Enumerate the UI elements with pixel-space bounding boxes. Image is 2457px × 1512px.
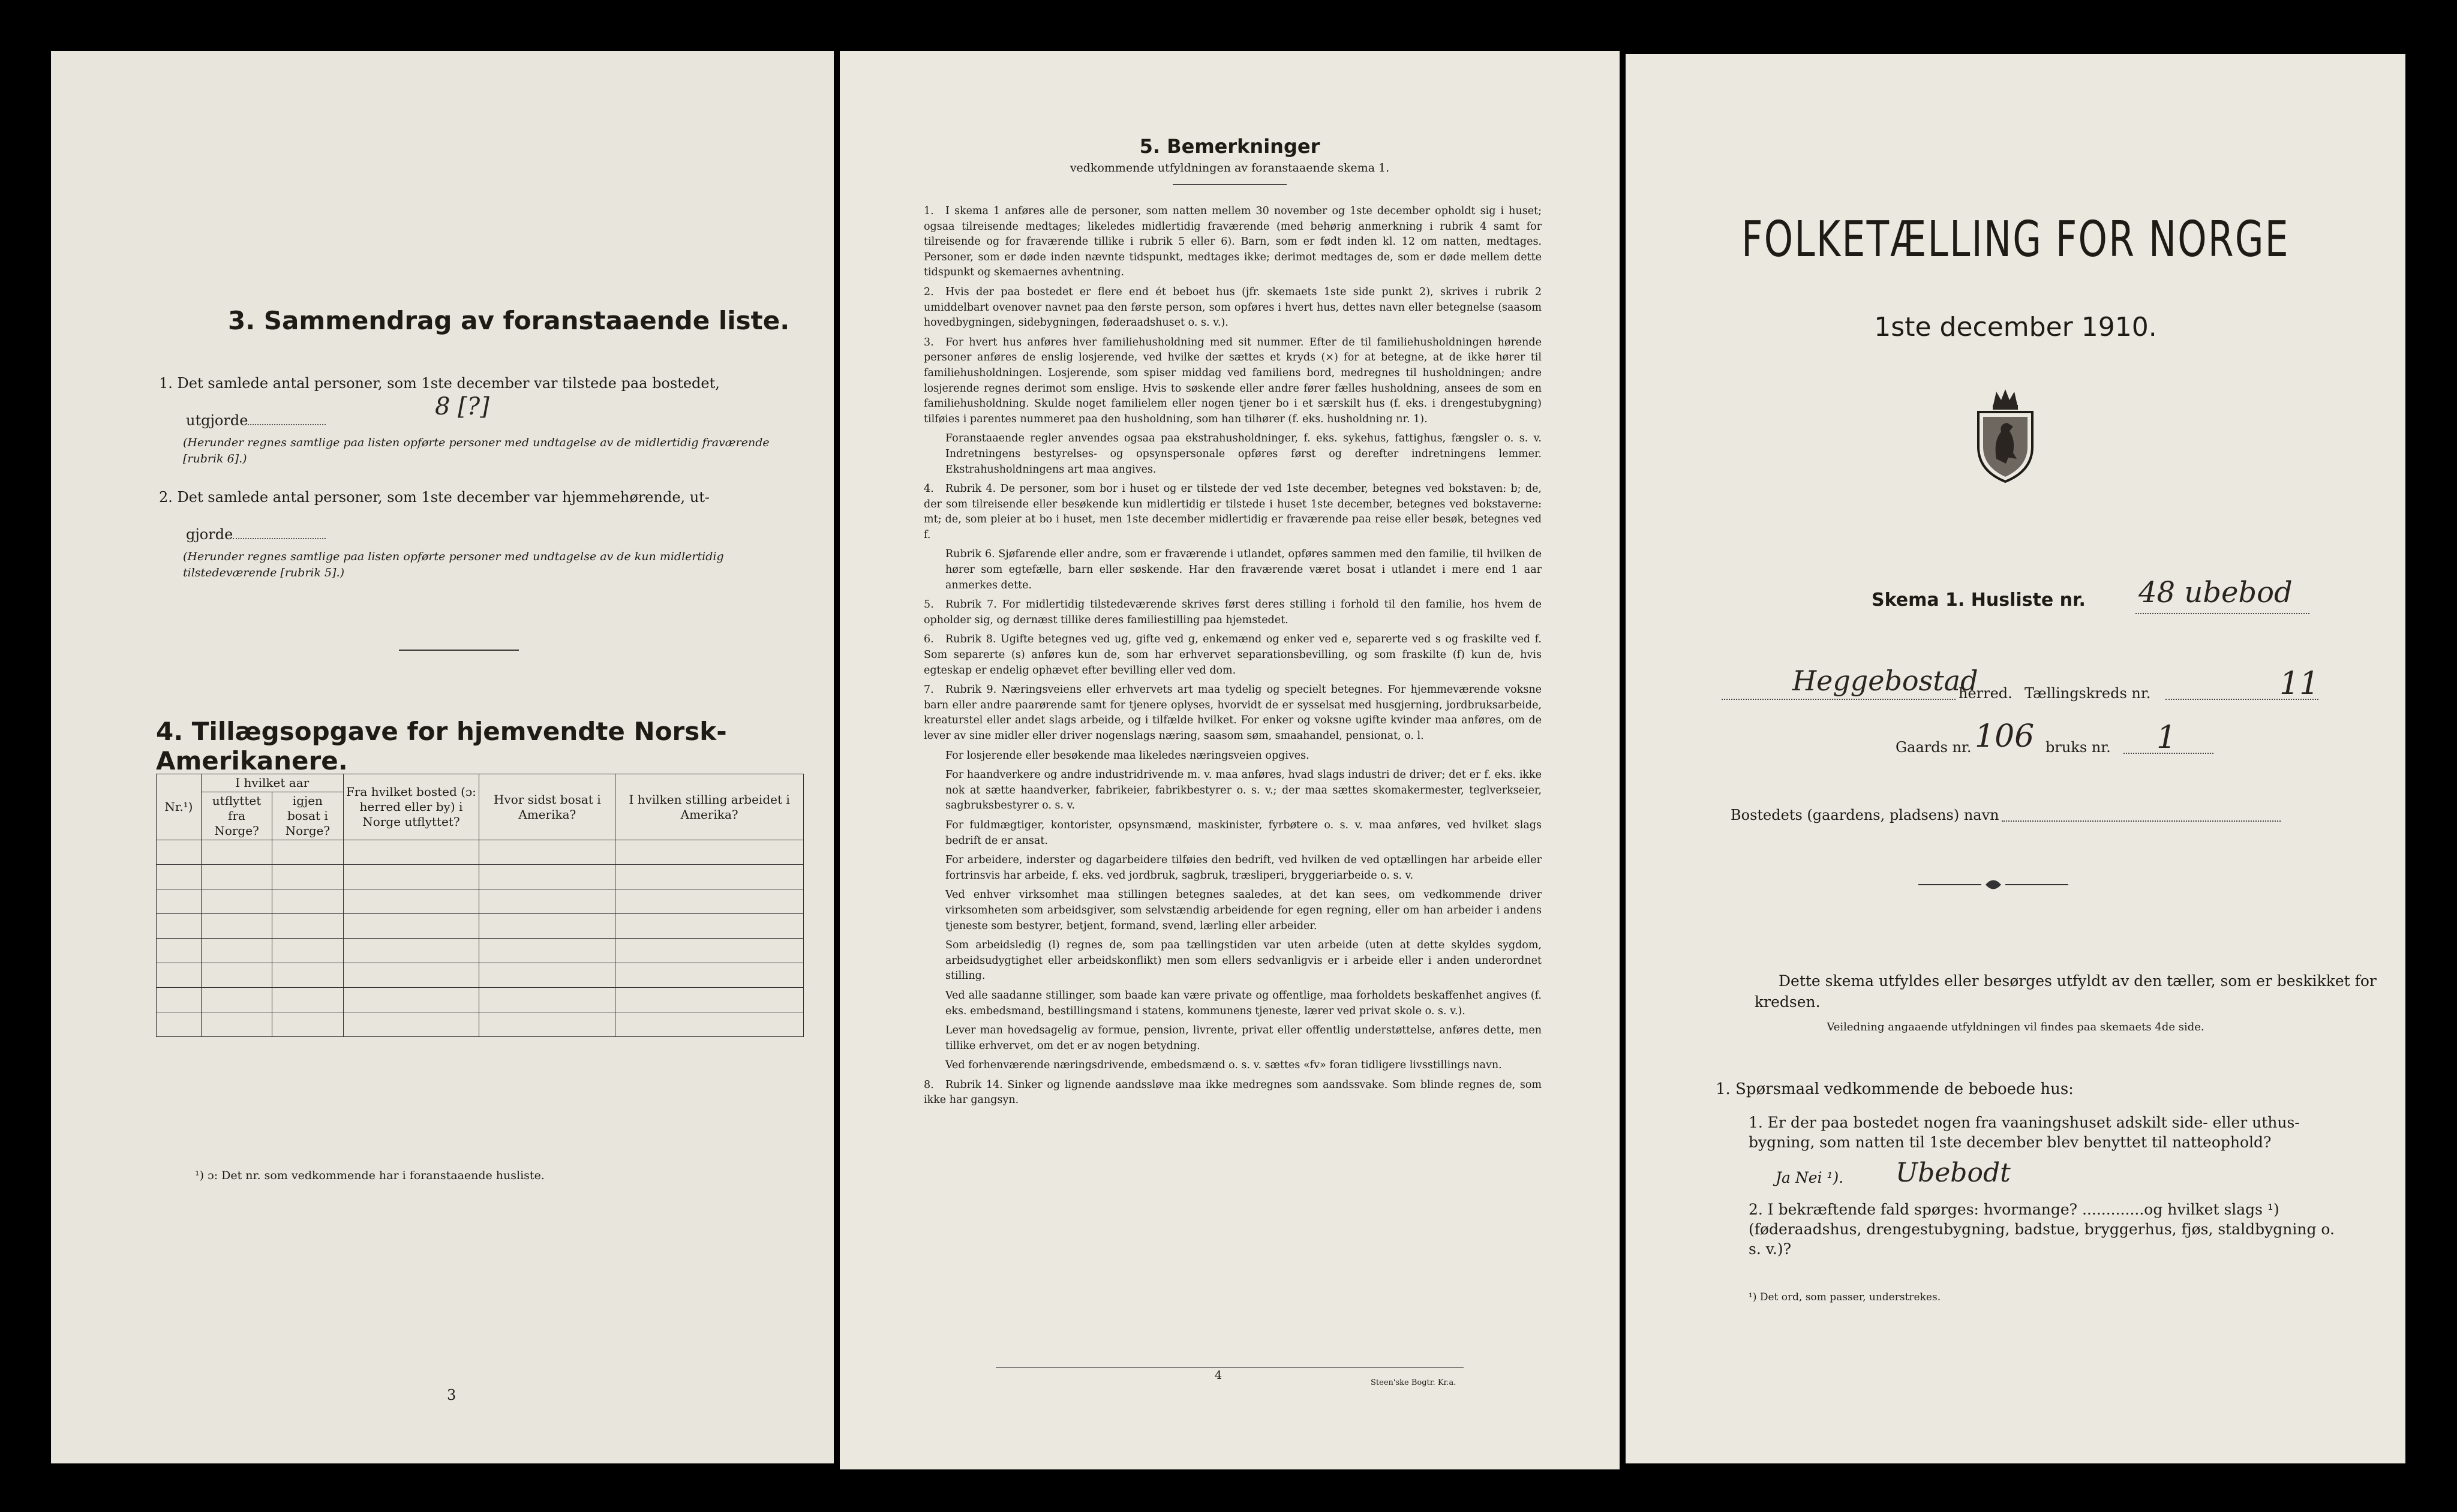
remark-text: Rubrik 6. Sjøfarende eller andre, som er fraværende i utlandet, opføres sammen med den familie, til hvilken de hører som egtefælle, barn eller søskende. Har den fraværende været bosat i utlandet i mere end 1 aar anmerkes dette. — [945, 548, 1542, 591]
remark-text: Ved forhenværende næringsdrivende, embedsmænd o. s. v. sættes «fv» foran tidligere livsstillings navn. — [945, 1059, 1502, 1072]
ornament-divider-icon — [1918, 876, 2068, 894]
table-row — [157, 988, 804, 1012]
remark-text: For losjerende eller besøkende maa likeledes næringsveien opgives. — [945, 749, 1309, 762]
remark-paragraph — [924, 431, 1542, 477]
remark-paragraph — [924, 938, 1542, 984]
remark-text: Rubrik 14. Sinker og lignende aandssløve maa ikke medregnes som aandssvake. Som blinde regnes de, som ikke har gangsyn. — [924, 1078, 1542, 1107]
herred-handwritten: Heggebostad — [1792, 665, 1978, 697]
remark-paragraph — [924, 482, 1542, 543]
remark-text: Ved enhver virksomhet maa stillingen betegnes saaledes, at det kan sees, om vedkommende driver virksomheten som arbeidsgiver, som selvstændig arbeidende for egen regning, eller om han arbeider i andens tjeneste som bestyrer, betjent, formand, svend, lærling eller arbeider. — [945, 889, 1542, 932]
remark-number: 5. — [924, 599, 934, 611]
bruks-label: bruks nr. — [2046, 739, 2111, 756]
right-page — [1626, 54, 2405, 1463]
table-row — [157, 840, 804, 865]
remark-text: Rubrik 7. For midlertidig tilstedeværende skrives først deres stilling i forhold til den familie, hos hvem de opholder sig, og dernæst tillike deres familiestilling paa hjemstedet. — [924, 599, 1542, 626]
dotted-line — [2165, 699, 2318, 700]
gaards-label: Gaards nr. — [1896, 739, 1972, 756]
main-title: FOLKETÆLLING FOR NORGE — [1741, 211, 2290, 268]
bruks-handwritten: 1 — [2156, 720, 2177, 756]
table-row — [157, 865, 804, 889]
bemerkninger-title: 5. Bemerkninger — [1139, 135, 1320, 158]
dotted-line — [2002, 820, 2281, 822]
bemerkninger-list — [924, 204, 1542, 1113]
item2-utgjorde-label: gjorde — [186, 525, 326, 544]
remark-text: Foranstaaende regler anvendes ogsaa paa ekstrahusholdninger, f. eks. sykehus, fattighus, fængsler o. s. v. Indretningens bestyrelses- og opsynspersonale opføres først og derefter indretningens lemmer. Ekstrahusholdningens art maa angives. — [945, 432, 1542, 476]
remark-paragraph — [924, 204, 1542, 281]
remark-number: 6. — [924, 633, 934, 646]
remark-text: Hvis der paa bostedet er flere end ét beboet hus (jfr. skemaets 1ste side punkt 2), skrives i rubrik 2 umiddelbart ovenover navnet paa den første person, som opføres i hvert hus, dettes navn eller betegnelse (saasom hovedbygningen, sidebygningen, føderaadshuset o. s. v.). — [924, 285, 1542, 329]
remark-paragraph — [924, 335, 1542, 428]
remark-text: For hvert hus anføres hver familiehusholdning med sit nummer. Efter de til familiehusholdningen hørende personer anføres de enslig losjerende, ved hvilke der sættes et kryds (×) for at betegne, at de ikke hører til familiehusholdningen. Losjerende, som spiser middag ved familiens bord, medregnes til husholdningen; andre losjerende regnes derimot som enslige. Hvis to søskende eller andre fører fælles husholdning, ansees de som en familiehusholdning. Skulde noget familielem eller nogen tjener bo i et særskilt hus (f. eks. i drengestubygning) tilføies i parentes nummeret paa den husholdning, som han tilhører (f. eks. husholdning nr. 1). — [924, 336, 1542, 425]
remark-text: Ved alle saadanne stillinger, som baade kan være private og offentlige, maa forholdets beskaffenhet angives (f. eks. embedsmand, bestillingsmand i statens, kommunens tjeneste, lærer ved privat skole o. s. v.). — [945, 989, 1542, 1017]
remark-paragraph — [924, 547, 1542, 593]
kreds-label: Tællingskreds nr. — [2025, 685, 2151, 702]
remark-paragraph — [924, 1023, 1542, 1054]
remark-paragraph — [924, 1058, 1542, 1074]
remark-paragraph — [924, 818, 1542, 849]
table-row — [157, 939, 804, 963]
divider — [399, 650, 519, 651]
divider — [996, 1367, 1464, 1368]
item1-text: 1. Det samlede antal personer, som 1ste december var tilstede paa bostedet, — [159, 375, 720, 392]
remark-number: 7. — [924, 684, 934, 696]
remark-text: Lever man hovedsagelig av formue, pension, livrente, privat eller offentlig understøttelse, anføres dette, men tillike erhvervet, om det er av nogen betydning. — [945, 1024, 1542, 1052]
item1-utgjorde-label: utgjorde — [186, 411, 326, 430]
remark-number: 4. — [924, 483, 934, 495]
col-igjen: igjen bosat i Norge? — [272, 792, 343, 840]
kreds-handwritten: 11 — [2279, 666, 2320, 702]
gaards-handwritten: 106 — [1975, 719, 2035, 755]
question-1-options: Ja Nei ¹). — [1776, 1169, 1844, 1186]
question-1-answer-handwritten: Ubebodt — [1896, 1158, 2011, 1188]
divider — [1173, 184, 1287, 185]
col-group-year: I hvilket aar — [201, 774, 343, 792]
remark-number: 3. — [924, 336, 934, 348]
item1-handwritten-value: 8 [?] — [435, 393, 489, 420]
item2-note: (Herunder regnes samtlige paa listen opførte personer med undtagelse av de kun midlertidig tilstedeværende [rubrik 5].) — [183, 550, 724, 579]
question-2: 2. I bekræftende fald spørges: hvormange? .............og hvilket slags ¹) (føderaadshus, drengestubygning, badstue, bryggerhus, fjøs, staldbygning o. s. v.)? — [1749, 1201, 2335, 1258]
col-hvor-bosat: Hvor sidst bosat i Amerika? — [479, 774, 615, 840]
table-row — [157, 1012, 804, 1037]
remark-paragraph — [924, 888, 1542, 934]
remark-paragraph — [924, 632, 1542, 678]
section4-title: 4. Tillægsopgave for hjemvendte Norsk-Amerikanere. — [156, 717, 727, 775]
remark-paragraph — [924, 749, 1542, 764]
remark-text: I skema 1 anføres alle de personer, som natten mellem 30 november og 1ste december opholdt sig i huset; ogsaa tilreisende medtages; likeledes midlertidig fraværende (med behørig anmerkning i rubrik 4 samt for tilreisende og for fraværende tillike i rubrik 5 eller 6). Barn, som er født inden kl. 12 om natten, medtages. Personer, som er døde inden nævnte tidspunkt, medtages ikke; derimot medtages de, som er døde mellem dette tidspunkt og skemaernes avhentning. — [924, 205, 1542, 279]
remark-paragraph — [924, 1078, 1542, 1108]
census-date: 1ste december 1910. — [1874, 312, 2157, 342]
remark-paragraph — [924, 285, 1542, 331]
col-stilling: I hvilken stilling arbeidet i Amerika? — [615, 774, 804, 840]
dotted-line — [1722, 699, 1956, 700]
item1-note: (Herunder regnes samtlige paa listen opførte personer med undtagelse av de midlertidig fraværende [rubrik 6].) — [183, 436, 770, 465]
remark-number: 1. — [924, 205, 934, 217]
remark-paragraph — [924, 597, 1542, 628]
remark-text: Rubrik 9. Næringsveiens eller erhvervets art maa tydelig og specielt betegnes. For hjemmeværende voksne barn eller andre paarørende samt for tjenere oplyses, hvorvidt de er sysselsat med husgjerning, jordbruksarbeide, kreaturstel eller andet slags arbeide, og i tilfælde hvilket. For enker og voksne ugifte kvinder maa anføres, om de lever av sine midler eller driver nogenslags næring, saasom søm, smaahandel, pensionat, o. l. — [924, 684, 1542, 742]
table-row — [157, 914, 804, 939]
remark-number: 8. — [924, 1078, 934, 1091]
question-header: 1. Spørsmaal vedkommende de beboede hus: — [1716, 1080, 2074, 1098]
remark-text: For arbeidere, inderster og dagarbeidere tilføies den bedrift, ved hvilken de ved optællingen har arbeide eller fortrinsvis har arbeide, f. eks. ved jordbruk, sagbruk, træsliperi, bryggeriarbeide o. s. v. — [945, 854, 1542, 882]
remark-paragraph — [924, 768, 1542, 814]
remark-text: Rubrik 8. Ugifte betegnes ved ug, gifte ved g, enkemænd og enker ved e, separerte ved s og fraskilte ved f. Som separerte (s) anføres kun de, som har erhvervet separationsbevilling, og som fraskilte (f) kun de, hvis egteskap er endelig ophævet efter bevilling eller ved dom. — [924, 633, 1542, 677]
skema-label: Skema 1. Husliste nr. — [1872, 590, 2086, 611]
herred-label: herred. — [1959, 685, 2013, 702]
remark-paragraph — [924, 683, 1542, 744]
page-number: 4 — [1215, 1369, 1223, 1382]
printer-mark: Steen'ske Bogtr. Kr.a. — [1371, 1378, 1456, 1387]
table-row — [157, 889, 804, 914]
remark-paragraph — [924, 853, 1542, 883]
col-fra-bosted: Fra hvilket bosted (ɔ: herred eller by) i Norge utflyttet? — [343, 774, 479, 840]
col-nr: Nr.¹) — [157, 774, 202, 840]
left-page — [51, 51, 834, 1463]
remark-text: Rubrik 4. De personer, som bor i huset og er tilstede der ved 1ste december, betegnes ved bokstaven: b; de, der som tilreisende eller besøkende kun midlertidig er tilstede i huset 1ste december, betegnes ved bokstaverne: mt; de, som pleier at bo i huset, men 1ste december midlertidig er fraværende paa reise eller besøk, betegnes ved f. — [924, 483, 1542, 541]
page-number: 3 — [447, 1387, 456, 1403]
bosted-label: Bostedets (gaardens, pladsens) navn — [1731, 807, 1999, 823]
item2-text: 2. Det samlede antal personer, som 1ste december var hjemmehørende, ut- — [159, 489, 710, 506]
question-1: 1. Er der paa bostedet nogen fra vaaningshuset adskilt side- eller uthus-bygning, som natten til 1ste december blev benyttet til natteophold? — [1749, 1114, 2300, 1151]
table-row — [157, 963, 804, 988]
dotted-line — [2123, 753, 2213, 754]
veiledning-text: Veiledning angaaende utfyldningen vil findes paa skemaets 4de side. — [1827, 1021, 2204, 1033]
remark-text: Som arbeidsledig (l) regnes de, som paa tællingstiden var uten arbeide (uten at dette skyldes sygdom, arbeidsudygtighet eller arbeidskonflikt) men som ellers sedvanligvis er i arbeide eller i anden underordnet stilling. — [945, 939, 1542, 982]
col-utflyttet: utflyttet fra Norge? — [201, 792, 272, 840]
page-footnote: ¹) Det ord, som passer, understrekes. — [1749, 1291, 1941, 1303]
bemerkninger-subtitle: vedkommende utfyldningen av foranstaaende skema 1. — [1070, 161, 1390, 175]
norway-coat-of-arms-icon — [1966, 387, 2044, 483]
dotted-line — [2135, 613, 2309, 614]
remark-paragraph — [924, 988, 1542, 1019]
intro-text: Dette skema utfyldes eller besørges utfyldt av den tæller, som er beskikket for kredsen. — [1755, 972, 2377, 1011]
table-footnote: ¹) ɔ: Det nr. som vedkommende har i foranstaaende husliste. — [195, 1169, 545, 1182]
section3-title: 3. Sammendrag av foranstaaende liste. — [228, 306, 790, 335]
husliste-number-handwritten: 48 ubebod — [2138, 576, 2293, 609]
norsk-amerikanere-table — [156, 774, 804, 1037]
remark-text: For haandverkere og andre industridrivende m. v. maa anføres, hvad slags industri de driver; det er f. eks. ikke nok at sætte haandverker, fabrikeier, fabrikbestyrer o. s. v.; der maa sættes skomakermester, teglverkseier, sagbruksbestyrer o. s. v. — [945, 769, 1542, 812]
middle-page — [840, 51, 1620, 1469]
remark-number: 2. — [924, 285, 934, 298]
remark-text: For fuldmægtiger, kontorister, opsynsmænd, maskinister, fyrbøtere o. s. v. maa anføres, ved hvilket slags bedrift de er ansat. — [945, 819, 1542, 847]
